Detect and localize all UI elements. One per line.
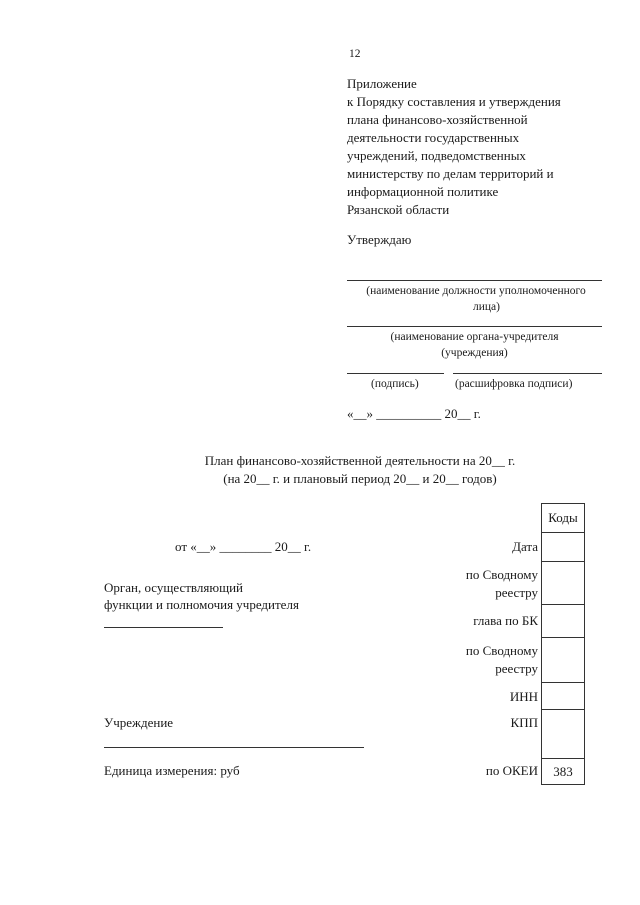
decoding-line[interactable] xyxy=(453,373,602,374)
page-number: 12 xyxy=(349,48,361,60)
code-label-date: Дата xyxy=(512,539,538,554)
appendix-line: деятельности государственных xyxy=(347,130,520,145)
approval-date: «__» __________ 20__ г. xyxy=(347,406,481,421)
plan-title-line2: (на 20__ г. и плановый период 20__ и 20__ годов) xyxy=(223,471,497,486)
authority-caption-2: (учреждения) xyxy=(441,347,508,359)
code-cell-okei[interactable]: 383 xyxy=(541,758,585,785)
code-label-kpp: КПП xyxy=(510,715,538,730)
code-label-registry-b: по Сводному xyxy=(465,643,538,658)
institution-label: Учреждение xyxy=(104,715,174,730)
signature-caption: (подпись) xyxy=(371,378,419,390)
decoding-caption: (расшифровка подписи) xyxy=(455,378,573,390)
appendix-line: учреждений, подведомственных xyxy=(347,148,526,163)
organ-label-2: функции и полномочия учредителя xyxy=(104,597,299,612)
date-from: от «__» ________ 20__ г. xyxy=(175,539,312,554)
appendix-line: Приложение xyxy=(347,76,417,91)
organ-line[interactable] xyxy=(104,627,223,628)
code-cell-bk[interactable] xyxy=(541,604,585,638)
unit-label: Единица измерения: руб xyxy=(104,763,240,778)
codes-header: Коды xyxy=(541,503,585,533)
appendix-line: министерству по делам территорий и xyxy=(347,166,554,181)
signature-line[interactable] xyxy=(347,373,444,374)
code-label-registry-2: реестру xyxy=(495,585,538,600)
code-label-registry-b-2: реестру xyxy=(495,661,538,676)
position-caption-1: (наименование должности уполномоченного xyxy=(366,285,586,297)
appendix-line: к Порядку составления и утверждения xyxy=(347,94,561,109)
code-cell-date[interactable] xyxy=(541,532,585,562)
position-line[interactable] xyxy=(347,280,602,281)
appendix-block xyxy=(347,75,617,219)
code-cell-registry[interactable] xyxy=(541,561,585,605)
code-label-registry: по Сводному xyxy=(465,567,538,582)
appendix-line: Рязанской области xyxy=(347,202,450,217)
authority-line[interactable] xyxy=(347,326,602,327)
organ-label-1: Орган, осуществляющий xyxy=(104,580,243,595)
institution-line[interactable] xyxy=(104,747,364,748)
code-cell-kpp[interactable] xyxy=(541,709,585,759)
code-label-okei: по ОКЕИ xyxy=(485,763,538,778)
code-label-inn: ИНН xyxy=(509,689,538,704)
position-caption-2: лица) xyxy=(473,301,500,313)
approval-title: Утверждаю xyxy=(347,232,412,247)
code-label-bk: глава по БК xyxy=(473,613,538,628)
code-cell-registry-b[interactable] xyxy=(541,637,585,683)
code-cell-inn[interactable] xyxy=(541,682,585,710)
authority-caption-1: (наименование органа-учредителя xyxy=(390,331,559,343)
plan-title-line1: План финансово-хозяйственной деятельности на 20__ г. xyxy=(204,453,516,468)
appendix-line: информационной политике xyxy=(347,184,499,199)
appendix-line: плана финансово-хозяйственной xyxy=(347,112,528,127)
